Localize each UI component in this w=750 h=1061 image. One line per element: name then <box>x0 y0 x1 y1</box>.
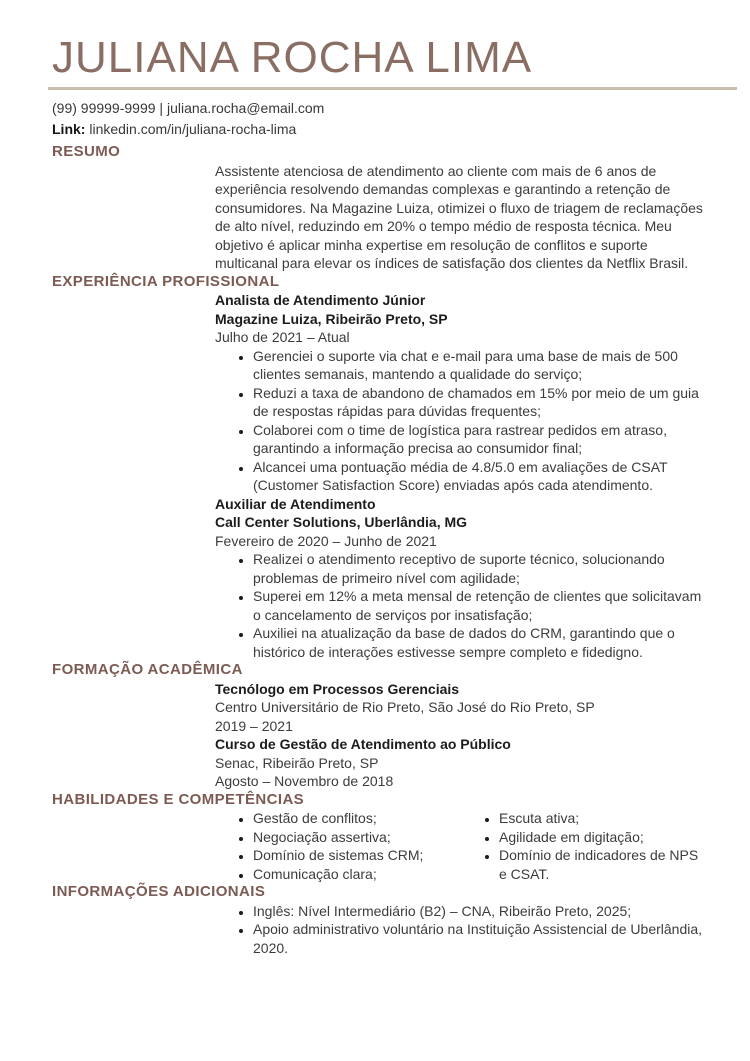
section-title-experiencia: EXPERIÊNCIA PROFISSIONAL <box>52 272 280 290</box>
section-experiencia <box>0 273 750 662</box>
section-title-formacao: FORMAÇÃO ACADÊMICA <box>52 661 243 679</box>
formacao-content <box>215 680 707 791</box>
degree-period: Agosto – Novembro de 2018 <box>215 773 394 790</box>
section-title-adicionais: INFORMAÇÕES ADICIONAIS <box>52 883 266 901</box>
degree-course: Tecnólogo em Processos Gerenciais <box>215 680 460 697</box>
job-role: Auxiliar de Atendimento <box>215 495 376 512</box>
skill-item: • Escuta ativa; <box>499 809 701 828</box>
section-title-habilidades: HABILIDADES E COMPETÊNCIAS <box>52 790 305 808</box>
adicional-item: • Inglês: Nível Intermediário (B2) – CNA, Ribeirão Preto, 2025; <box>253 902 707 921</box>
job-bullet: • Auxiliei na atualização da base de dados do CRM, garantindo que o histórico de interações estivesse sempre completo e fidedigno. <box>253 624 707 661</box>
job-period: Fevereiro de 2020 – Junho de 2021 <box>215 532 437 549</box>
section-resumo <box>0 143 750 273</box>
job-entry-1 <box>215 291 707 495</box>
skill-item: • Domínio de indicadores de NPS e CSAT. <box>499 846 701 883</box>
job-company: Magazine Luiza, Ribeirão Preto, SP <box>215 310 448 327</box>
job-period: Julho de 2021 – Atual <box>215 329 350 346</box>
section-habilidades <box>0 791 750 884</box>
adicional-item: • Apoio administrativo voluntário na Instituição Assistencial de Uberlândia, 2020. <box>253 920 707 957</box>
section-formacao <box>0 661 750 791</box>
job-bullet: • Reduzi a taxa de abandono de chamados em 15% por meio de um guia de respostas rápidas para dúvidas frequentes; <box>253 384 707 421</box>
job-bullet-list <box>215 550 707 661</box>
email-address: juliana.rocha@email.com <box>166 100 325 117</box>
header-divider <box>48 87 737 90</box>
job-role: Analista de Atendimento Júnior <box>215 292 426 309</box>
job-bullet: • Realizei o atendimento receptivo de suporte técnico, solucionando problemas de primeiro nível com agilidade; <box>253 550 707 587</box>
candidate-name: JULIANA ROCHA LIMA <box>52 33 533 82</box>
phone-number: (99) 99999-9999 <box>52 100 156 117</box>
experiencia-content <box>215 291 707 661</box>
degree-period: 2019 – 2021 <box>215 717 293 734</box>
job-bullet: • Gerenciei o suporte via chat e e-mail para uma base de mais de 500 clientes semanais, mantendo a qualidade do serviço; <box>253 347 707 384</box>
skill-item: • Comunicação clara; <box>253 865 461 884</box>
job-bullet-list <box>215 347 707 495</box>
degree-course: Curso de Gestão de Atendimento ao Público <box>215 736 511 753</box>
job-entry-2 <box>215 495 707 662</box>
skill-item: • Gestão de conflitos; <box>253 809 461 828</box>
skill-item: • Domínio de sistemas CRM; <box>253 846 461 865</box>
job-company: Call Center Solutions, Uberlândia, MG <box>215 514 468 531</box>
resume-body <box>0 143 750 957</box>
job-bullet: • Colaborei com o time de logística para rastrear pedidos em atraso, garantindo a informação precisa ao consumidor final; <box>253 421 707 458</box>
skill-item: • Agilidade em digitação; <box>499 828 701 847</box>
habilidades-content <box>215 809 707 883</box>
link-label: Link: <box>52 121 86 138</box>
resumo-content <box>215 162 707 273</box>
degree-school: Centro Universitário de Rio Preto, São José do Rio Preto, SP <box>215 699 595 716</box>
adicionais-bullet-list <box>215 902 707 958</box>
resume-header <box>0 34 750 139</box>
contact-line <box>52 99 750 118</box>
section-title-resumo: RESUMO <box>52 143 121 161</box>
skill-item: • Negociação assertiva; <box>253 828 461 847</box>
job-bullet: • Alcancei uma pontuação média de 4.8/5.0 em avaliações de CSAT (Customer Satisfaction Score) enviadas após cada atendimento. <box>253 458 707 495</box>
skills-column-1 <box>215 809 461 883</box>
job-bullet: • Superei em 12% a meta mensal de retenção de clientes que solicitavam o cancelamento de serviços por insatisfação; <box>253 587 707 624</box>
resumo-paragraph: Assistente atenciosa de atendimento ao cliente com mais de 6 anos de experiência resolvendo demandas complexas e garantindo a retenção de consumidores. Na Magazine Luiza, otimizei o fluxo de triagem de reclamações de alto nível, reduzindo em 20% o tempo médio de resposta técnica. Meu objetivo é aplicar minha expertise em resolução de conflitos e suporte multicanal para elevar os índices de satisfação dos clientes da Netflix Brasil. <box>215 162 703 272</box>
link-line <box>52 120 750 139</box>
degree-school: Senac, Ribeirão Preto, SP <box>215 754 379 771</box>
adicionais-content <box>215 902 707 958</box>
section-adicionais <box>0 883 750 957</box>
degree-entry-2 <box>215 735 707 791</box>
linkedin-url: linkedin.com/in/juliana-rocha-lima <box>85 121 297 138</box>
contact-separator: | <box>155 100 167 117</box>
skills-column-2 <box>461 809 701 883</box>
degree-entry-1 <box>215 680 707 736</box>
